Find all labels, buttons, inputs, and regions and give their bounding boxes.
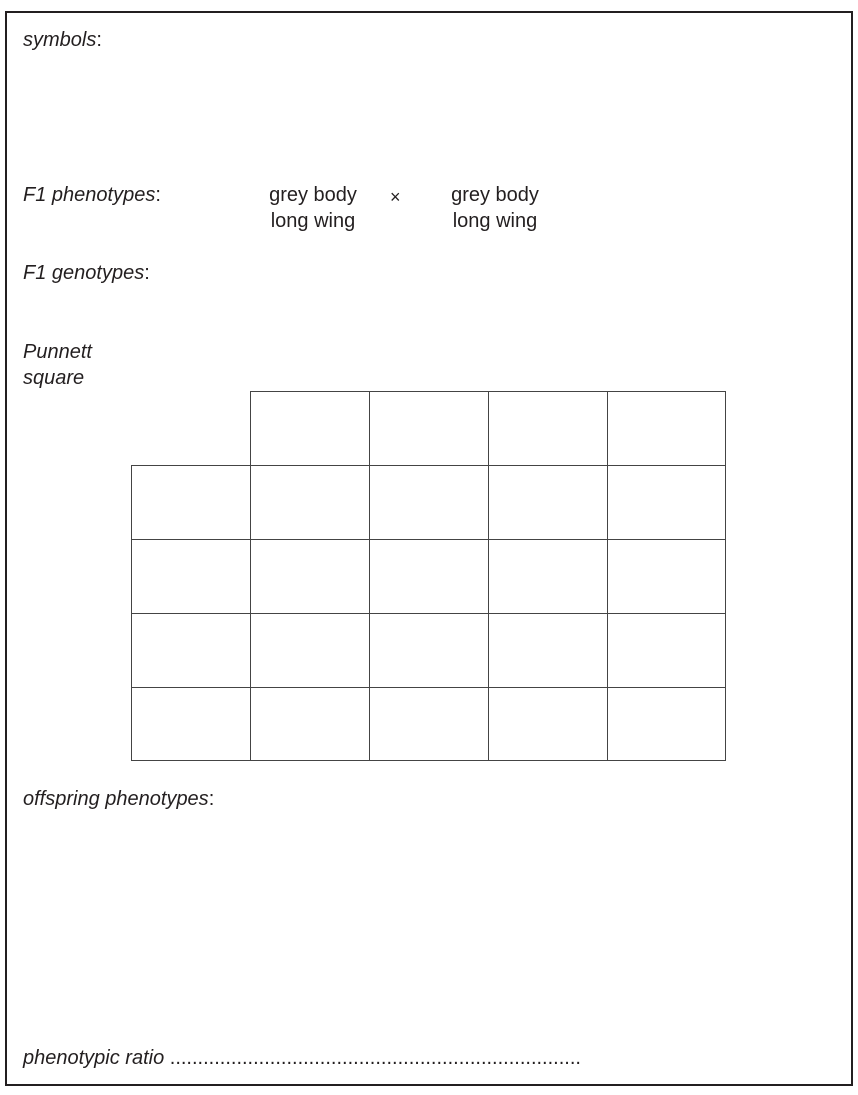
offspring-phenotypes-label: offspring phenotypes:: [23, 788, 215, 810]
symbols-label: symbols:: [23, 29, 102, 51]
ratio-answer-blank[interactable]: ..........................................................................: [169, 1047, 581, 1069]
punnett-offspring-cell[interactable]: [607, 687, 726, 761]
parent-2-body: grey body: [451, 184, 539, 206]
punnett-offspring-cell[interactable]: [369, 465, 488, 539]
punnett-offspring-cell[interactable]: [607, 613, 726, 687]
punnett-gamete-header-cell[interactable]: [250, 391, 369, 465]
parent-2-wing: long wing: [452, 210, 538, 232]
punnett-offspring-cell[interactable]: [250, 687, 369, 761]
punnett-offspring-cell[interactable]: [488, 465, 607, 539]
punnett-offspring-cell[interactable]: [607, 539, 726, 613]
punnett-offspring-cell[interactable]: [607, 465, 726, 539]
punnett-gamete-header-cell[interactable]: [607, 391, 726, 465]
punnett-offspring-cell[interactable]: [250, 465, 369, 539]
punnett-gamete-header-cell[interactable]: [369, 391, 488, 465]
punnett-gamete-row-header-cell[interactable]: [131, 613, 250, 687]
punnett-offspring-cell[interactable]: [250, 613, 369, 687]
punnett-gamete-header-cell[interactable]: [488, 391, 607, 465]
punnett-square-label: Punnett square: [23, 341, 92, 389]
punnett-offspring-cell[interactable]: [488, 539, 607, 613]
parent-2-phenotype: [430, 182, 560, 234]
cross-symbol: ×: [390, 187, 401, 207]
punnett-offspring-cell[interactable]: [250, 539, 369, 613]
punnett-offspring-cell[interactable]: [369, 613, 488, 687]
parent-1-wing: long wing: [270, 210, 356, 232]
punnett-gamete-row-header-cell[interactable]: [131, 465, 250, 539]
punnett-offspring-cell[interactable]: [488, 687, 607, 761]
punnett-gamete-row-header-cell[interactable]: [131, 539, 250, 613]
parent-1-body: grey body: [269, 184, 357, 206]
parent-1-phenotype: [248, 182, 378, 234]
punnett-gamete-row-header-cell[interactable]: [131, 687, 250, 761]
punnett-empty-corner: [131, 391, 250, 465]
f1-phenotypes-label: F1 phenotypes:: [23, 184, 161, 206]
f1-genotypes-label: F1 genotypes:: [23, 262, 150, 284]
punnett-offspring-cell[interactable]: [369, 539, 488, 613]
punnett-offspring-cell[interactable]: [488, 613, 607, 687]
phenotypic-ratio-line: phenotypic ratio ..........................................................................: [23, 1047, 581, 1069]
punnett-square-grid: [131, 391, 726, 761]
punnett-offspring-cell[interactable]: [369, 687, 488, 761]
